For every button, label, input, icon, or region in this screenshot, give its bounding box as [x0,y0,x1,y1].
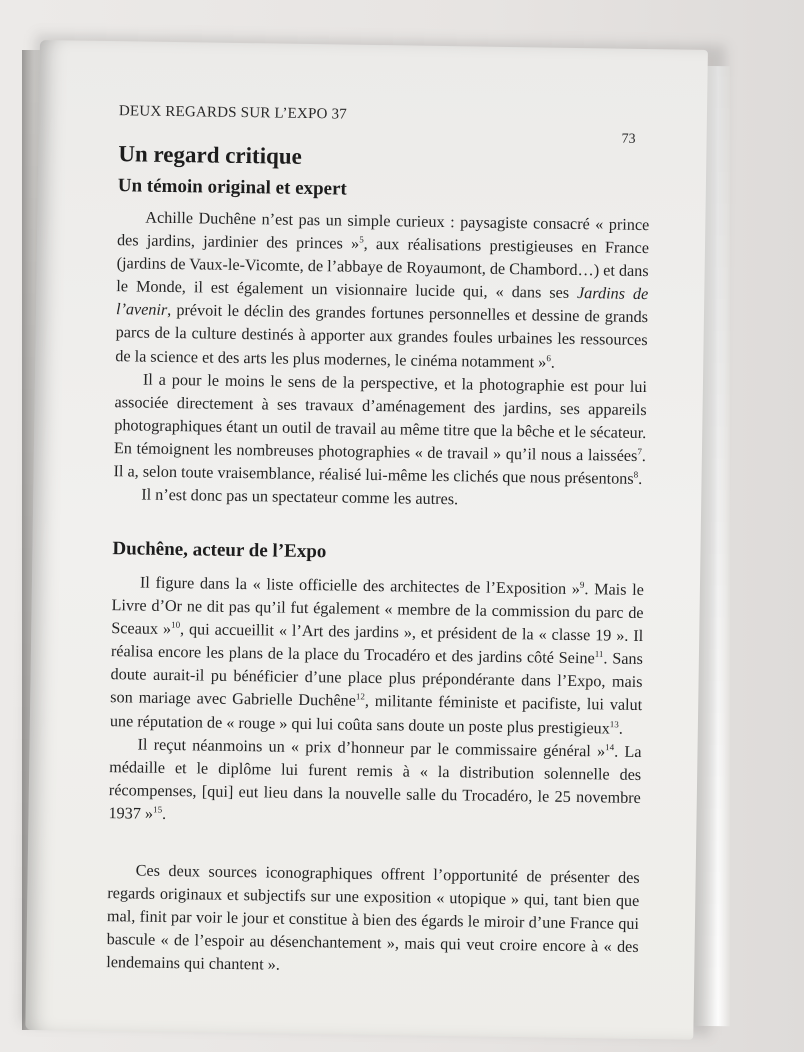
text-run: , qui accueillit « l’Art des jardins », et président de la « classe 19 ». Il réalisa encore les plans de la place du Trocadéro et des jardins côté Seine [110,620,644,668]
text-run: Il a pour le moins le sens de la perspective, et la photographie est pour lui associée directement à ses travaux d’aménagement des jardins, ses appareils photographiques étant un outil de travail au même titre que la bêche et le sécateur. En témoignent les nombreuses photographies « de travail » qu’il nous a laissées [113,370,648,465]
footnote-ref: 9 [579,579,585,590]
paragraph: Il n’est donc pas un spectateur comme les autres. [141,485,459,509]
footnote-ref: 5 [359,234,364,245]
text-run: . [161,804,167,823]
section2-body [108,571,644,833]
text-run: . [618,719,623,738]
book-page [25,40,708,1040]
text-run: Achille Duchêne n’est pas un simple curieux : paysagiste consacré « prince des jardins, jardinier des princes » [116,208,650,253]
text-run: . [550,353,556,372]
section-heading-acteur: Duchêne, acteur de l’Expo [112,538,327,563]
paragraph [108,733,641,833]
closing-paragraph: Ces deux sources iconographiques offrent l’opportunité de présenter des regards originaux et subjectifs sur une exposition « utopique » qui, tant bien que mal, finit par voir le jour et constitue à bien des égards le miroir d’une France qui bascule « de l’espoir au désenchantement », mais qui veut croire encore à « des lendemains qui chantent ». [106,861,640,975]
footnote-ref: 7 [637,446,642,457]
footnote-ref: 12 [355,691,366,702]
section-heading-temoin: Un témoin original et expert [117,175,347,200]
footnote-ref: 8 [633,469,639,480]
text-run: Il reçut néanmoins un « prix d’honneur par le commissaire général » [137,735,606,761]
footnote-ref: 14 [605,741,615,752]
running-head: DEUX REGARDS SUR L’EXPO 37 [118,103,348,123]
footnote-ref: 6 [546,352,551,363]
text-run: . Mais le Livre d’Or ne dit pas qu’il fut également « membre de la commission du parc de Sceaux » [111,580,645,639]
footnote-ref: 13 [609,718,619,729]
footnote-ref: 10 [171,619,181,630]
text-run: , aux réalisations prestigieuses en France (jardins de Vaux-le-Vicomte, de l’abbaye de Royaumont, de Chambord…) et dans le Monde, il est également un visionnaire lucide qui, « dans ses [116,234,650,303]
text-run: . Sans doute aurait-il pu bénéficier d’une place plus prépondérante dans l’Expo, mais son mariage avec Gabrielle Duchêne [110,649,644,711]
chapter-title: Un regard critique [118,141,303,169]
text-run: , militante féministe et pacifiste, lui valut une réputation de « rouge » qui lui coûta sans doute un poste plus prestigieux [109,692,643,738]
paragraph [113,368,647,491]
paragraph [110,571,644,741]
footnote-ref: 15 [153,804,163,815]
footnote-ref: 11 [594,649,604,660]
page-number: 73 [621,131,636,147]
text-run: . Il a, selon toute vraisemblance, réalisé lui-même les clichés que nous présentons [113,446,647,488]
text-run: Il figure dans la « liste officielle des architectes de l’Exposition » [139,573,581,599]
text-run: . La médaille et le diplôme lui furent remis à « la distribution solennelle des récompenses, [qui] eut lieu dans la nouvelle salle du Trocadéro, le 25 novembre 1937 » [108,742,642,823]
book-title: Jardins de l’avenir [115,284,649,320]
section1-body [113,206,649,514]
closing-body [106,859,640,982]
text-run: . [638,469,643,489]
text-run: , prévoit le déclin des grandes fortunes personnelles et dessine de grands parcs de la culture destinés à apporter aux grandes foules urbaines les ressources de la science et des arts les plus modernes, le cinéma notamment » [115,301,649,372]
paragraph [115,206,649,376]
